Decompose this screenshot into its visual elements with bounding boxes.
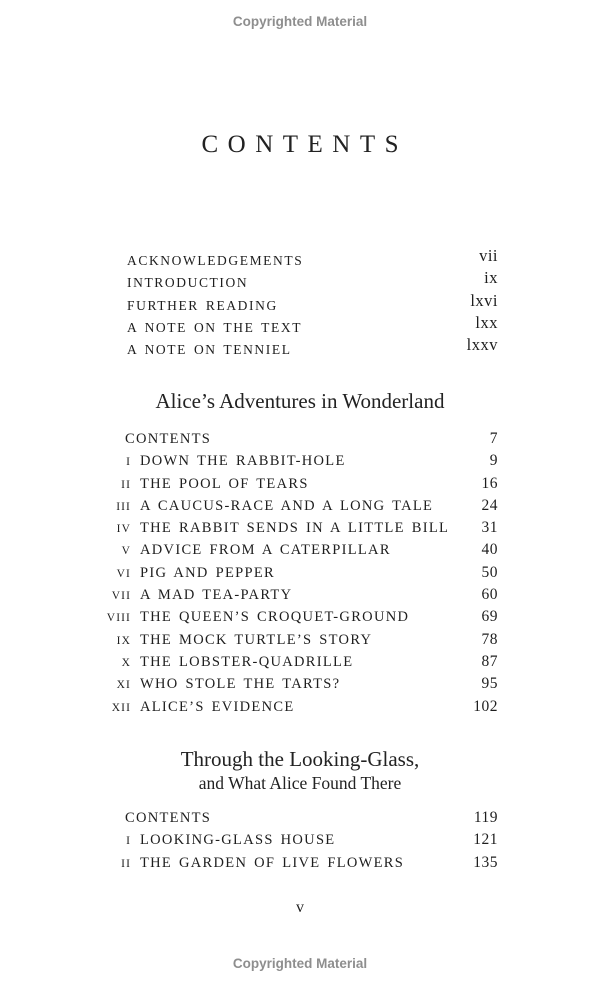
toc-row [0, 651, 600, 673]
page-number: lxx [475, 312, 498, 332]
front-matter-list [0, 246, 600, 360]
chapter-title: CONTENTS [125, 431, 212, 447]
page-number: vii [479, 246, 498, 265]
chapter-title: A MAD TEA-PARTY [140, 587, 293, 604]
chapter-number: V [121, 545, 131, 558]
copyright-notice-bottom: Copyrighted Material [232, 956, 368, 971]
section-subheading-looking-glass: and What Alice Found There [198, 773, 402, 793]
chapter-title: THE MOCK TURTLE’S STORY [140, 631, 373, 648]
toc-row [0, 829, 600, 851]
chapter-list-looking-glass [0, 807, 600, 874]
chapter-title: CONTENTS [125, 810, 212, 826]
page-number: 121 [473, 831, 498, 849]
chapter-number: X [121, 656, 131, 669]
toc-row [0, 696, 600, 718]
chapter-title: WHO STOLE THE TARTS? [140, 676, 341, 693]
front-matter-row [0, 335, 600, 360]
chapter-number: VIII [106, 612, 131, 625]
chapter-title: THE LOBSTER-QUADRILLE [140, 653, 354, 670]
page-title: CONTENTS [201, 131, 409, 158]
page-number: 95 [481, 675, 498, 693]
page-number: 7 [489, 430, 498, 447]
toc-row [0, 807, 600, 829]
chapter-title: ALICE’S EVIDENCE [140, 698, 295, 715]
chapter-number: II [121, 478, 131, 491]
copyright-notice-top: Copyrighted Material [232, 14, 368, 29]
chapter-number: XI [116, 679, 131, 692]
front-matter-label: FURTHER READING [127, 297, 278, 313]
page-number: 102 [473, 697, 498, 715]
chapter-number: III [116, 500, 131, 513]
front-matter-row [0, 268, 600, 293]
page-number: 31 [481, 519, 498, 537]
page-number: 16 [481, 474, 498, 492]
page-number: 69 [481, 608, 498, 626]
front-matter-label: ACKNOWLEDGEMENTS [127, 253, 304, 268]
front-matter-row [0, 290, 600, 316]
chapter-number: IV [116, 523, 131, 536]
section-heading-wonderland: Alice’s Adventures in Wonderland [155, 389, 445, 413]
chapter-title: LOOKING-GLASS HOUSE [140, 832, 336, 849]
front-matter-row [0, 246, 600, 271]
chapter-title: DOWN THE RABBIT-HOLE [140, 453, 346, 470]
chapter-number: I [126, 835, 131, 848]
toc-row [0, 428, 600, 450]
section-heading-looking-glass: Through the Looking-Glass, [180, 747, 420, 771]
chapter-number: II [121, 857, 131, 870]
page-number: 119 [473, 809, 498, 826]
chapter-title: THE POOL OF TEARS [140, 475, 309, 492]
page-number: 50 [481, 563, 498, 581]
page-number: ix [484, 268, 498, 288]
toc-row [0, 473, 600, 495]
page-number: 40 [481, 541, 498, 559]
toc-row [0, 673, 600, 695]
chapter-title: PIG AND PEPPER [140, 564, 276, 581]
front-matter-label: INTRODUCTION [127, 275, 249, 291]
front-matter-label: A NOTE ON THE TEXT [127, 319, 303, 335]
chapter-number: VII [111, 590, 131, 603]
chapter-number: I [126, 456, 131, 469]
toc-row [0, 539, 600, 561]
chapter-number: VI [116, 567, 131, 580]
toc-row [0, 584, 600, 606]
chapter-number: XII [111, 701, 131, 714]
toc-row [0, 606, 600, 628]
toc-row [0, 629, 600, 651]
chapter-title: THE QUEEN’S CROQUET-GROUND [140, 609, 410, 626]
page-number: 24 [481, 496, 498, 514]
page-number: 135 [473, 853, 498, 871]
page-number: lxvi [470, 290, 498, 310]
chapter-title: THE GARDEN OF LIVE FLOWERS [140, 854, 405, 871]
page-folio: v [296, 899, 304, 916]
toc-row [0, 450, 600, 472]
chapter-number: IX [116, 634, 131, 647]
page-number: 60 [481, 586, 498, 604]
toc-row [0, 562, 600, 584]
page-number: 9 [489, 452, 498, 470]
front-matter-label: A NOTE ON TENNIEL [127, 342, 292, 358]
chapter-title: A CAUCUS-RACE AND A LONG TALE [140, 497, 434, 514]
toc-row [0, 852, 600, 874]
page-number: 78 [481, 630, 498, 648]
toc-row [0, 517, 600, 539]
chapter-list-wonderland [0, 428, 600, 718]
page-number: lxxv [466, 335, 498, 355]
chapter-title: THE RABBIT SENDS IN A LITTLE BILL [140, 520, 450, 537]
toc-row [0, 495, 600, 517]
page-number: 87 [481, 652, 498, 670]
front-matter-row [0, 312, 600, 338]
chapter-title: ADVICE FROM A CATERPILLAR [140, 542, 391, 559]
